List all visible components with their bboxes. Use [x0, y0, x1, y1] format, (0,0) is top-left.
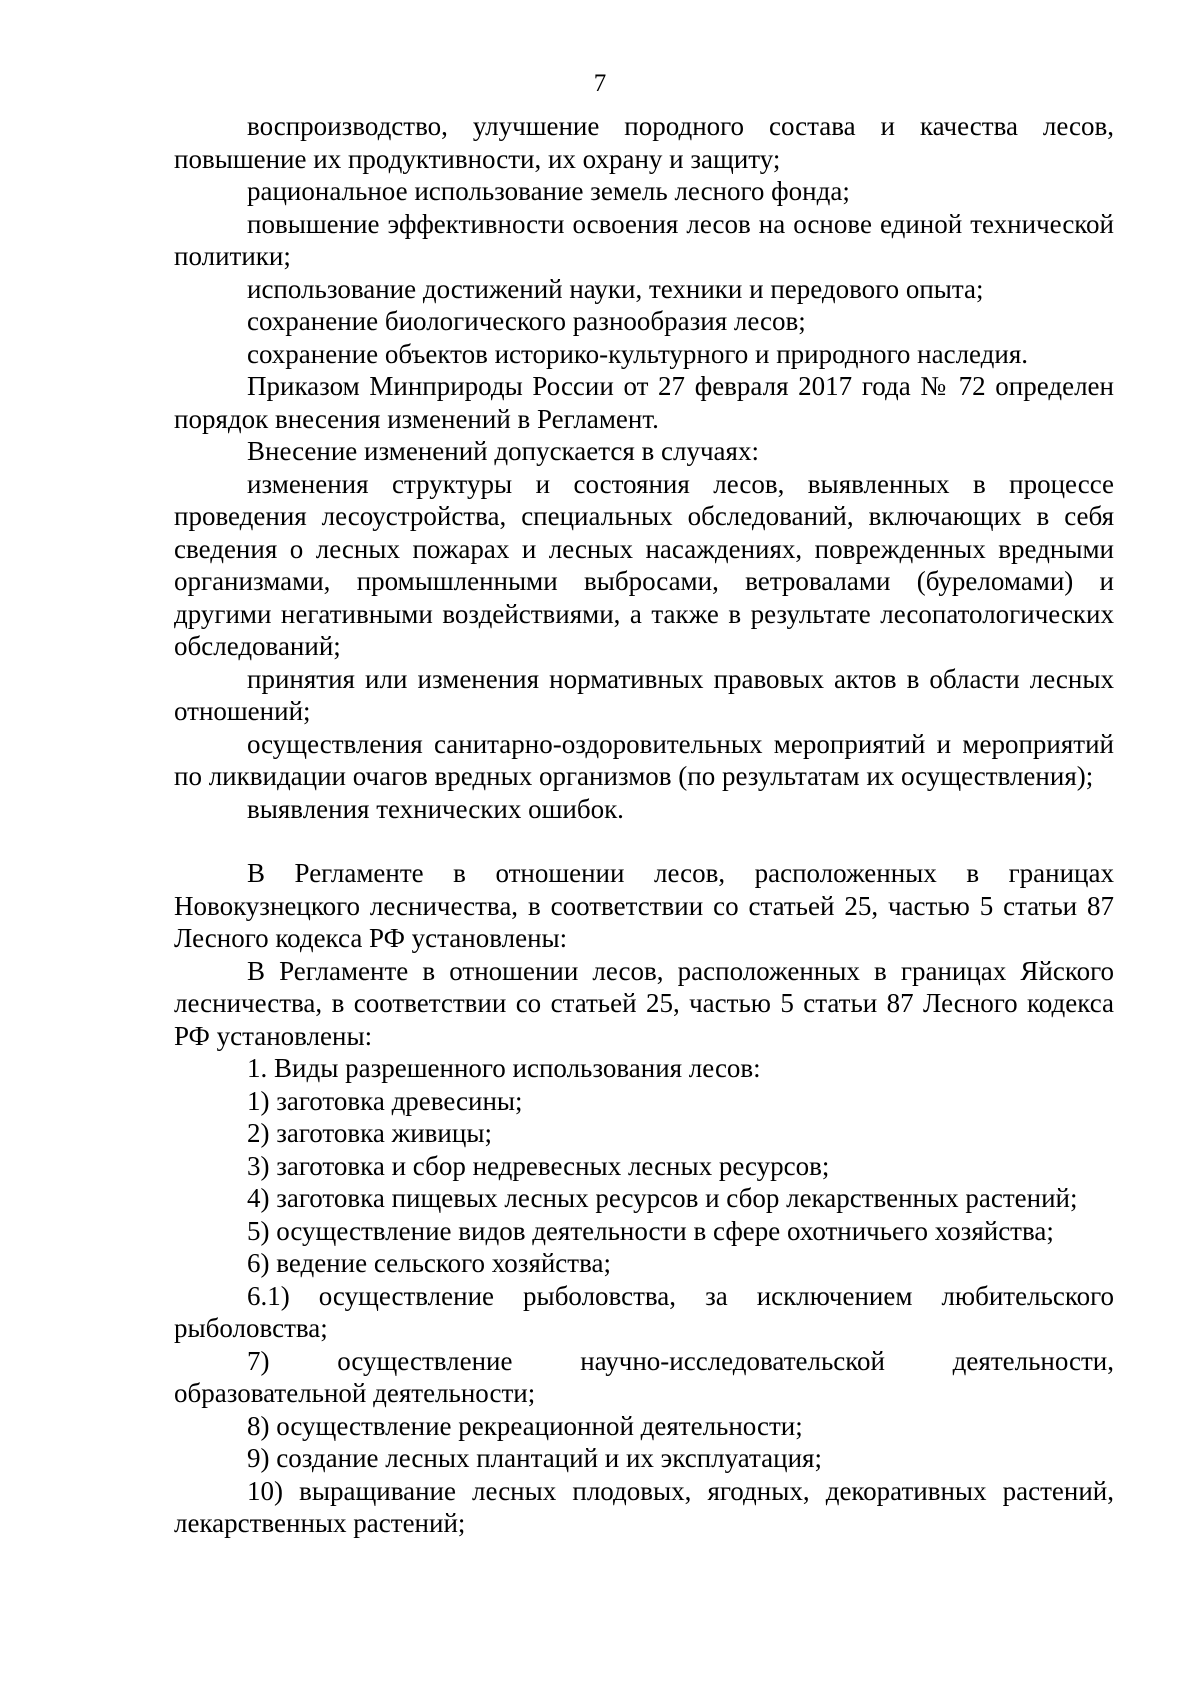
paragraph: выявления технических ошибок.	[247, 793, 624, 824]
paragraph: использование достижений науки, техники и передового опыта;	[247, 273, 984, 304]
paragraph: Приказом Минприроды России от 27 февраля 2017 года № 72 определен порядок внесения изменений в Регламент.	[174, 371, 1114, 434]
paragraph: 1. Виды разрешенного использования лесов:	[247, 1053, 761, 1083]
paragraph: В Регламенте в отношении лесов, расположенных в границах Новокузнецкого лесничества, в соответствии со статьей 25, частью 5 статьи 87 Лесного кодекса РФ установлены:	[174, 858, 1114, 953]
list-item: 8) осуществление рекреационной деятельности;	[247, 1410, 803, 1441]
list-item: 1) заготовка древесины;	[247, 1085, 523, 1116]
list-item: 3) заготовка и сбор недревесных лесных ресурсов;	[247, 1150, 830, 1181]
list-item: 6.1) осуществление рыболовства, за исключением любительского рыболовства;	[174, 1280, 1114, 1343]
paragraph: осуществления санитарно-оздоровительных мероприятий и мероприятий по ликвидации очагов вредных организмов (по результатам их осуществления);	[174, 728, 1114, 791]
paragraph: сохранение биологического разнообразия лесов;	[247, 306, 806, 336]
list-item: 4) заготовка пищевых лесных ресурсов и сбор лекарственных растений;	[247, 1183, 1078, 1213]
document-body	[174, 110, 1114, 1540]
list-item: 5) осуществление видов деятельности в сфере охотничьего хозяйства;	[247, 1215, 1054, 1246]
paragraph: повышение эффективности освоения лесов на основе единой технической политики;	[174, 208, 1114, 271]
paragraph: принятия или изменения нормативных правовых актов в области лесных отношений;	[174, 663, 1114, 726]
paragraph: сохранение объектов историко-культурного и природного наследия.	[247, 338, 1029, 369]
list-item: 6) ведение сельского хозяйства;	[247, 1248, 611, 1278]
paragraph: Внесение изменений допускается в случаях:	[247, 436, 759, 466]
list-item: 7) осуществление научно-исследовательской деятельности, образовательной деятельности;	[174, 1345, 1114, 1408]
list-item: 2) заготовка живицы;	[247, 1118, 492, 1148]
paragraph: изменения структуры и состояния лесов, выявленных в процессе проведения лесоустройства, специальных обследований, включающих в себя сведения о лесных пожарах и лесных насаждениях, поврежденных вредными организмами, промышленными выбросами, ветровалами (буреломами) и другими негативными воздействиями, а также в результате лесопатологических обследований;	[174, 468, 1114, 661]
page-number: 7	[593, 70, 607, 97]
paragraph: рациональное использование земель лесного фонда;	[247, 176, 850, 206]
list-item: 9) создание лесных плантаций и их эксплуатация;	[247, 1443, 822, 1473]
list-item: 10) выращивание лесных плодовых, ягодных, декоративных растений, лекарственных растений;	[174, 1475, 1114, 1538]
paragraph: воспроизводство, улучшение породного состава и качества лесов, повышение их продуктивности, их охрану и защиту;	[174, 111, 1114, 174]
paragraph: В Регламенте в отношении лесов, расположенных в границах Яйского лесничества, в соответствии со статьей 25, частью 5 статьи 87 Лесного кодекса РФ установлены:	[174, 955, 1114, 1051]
